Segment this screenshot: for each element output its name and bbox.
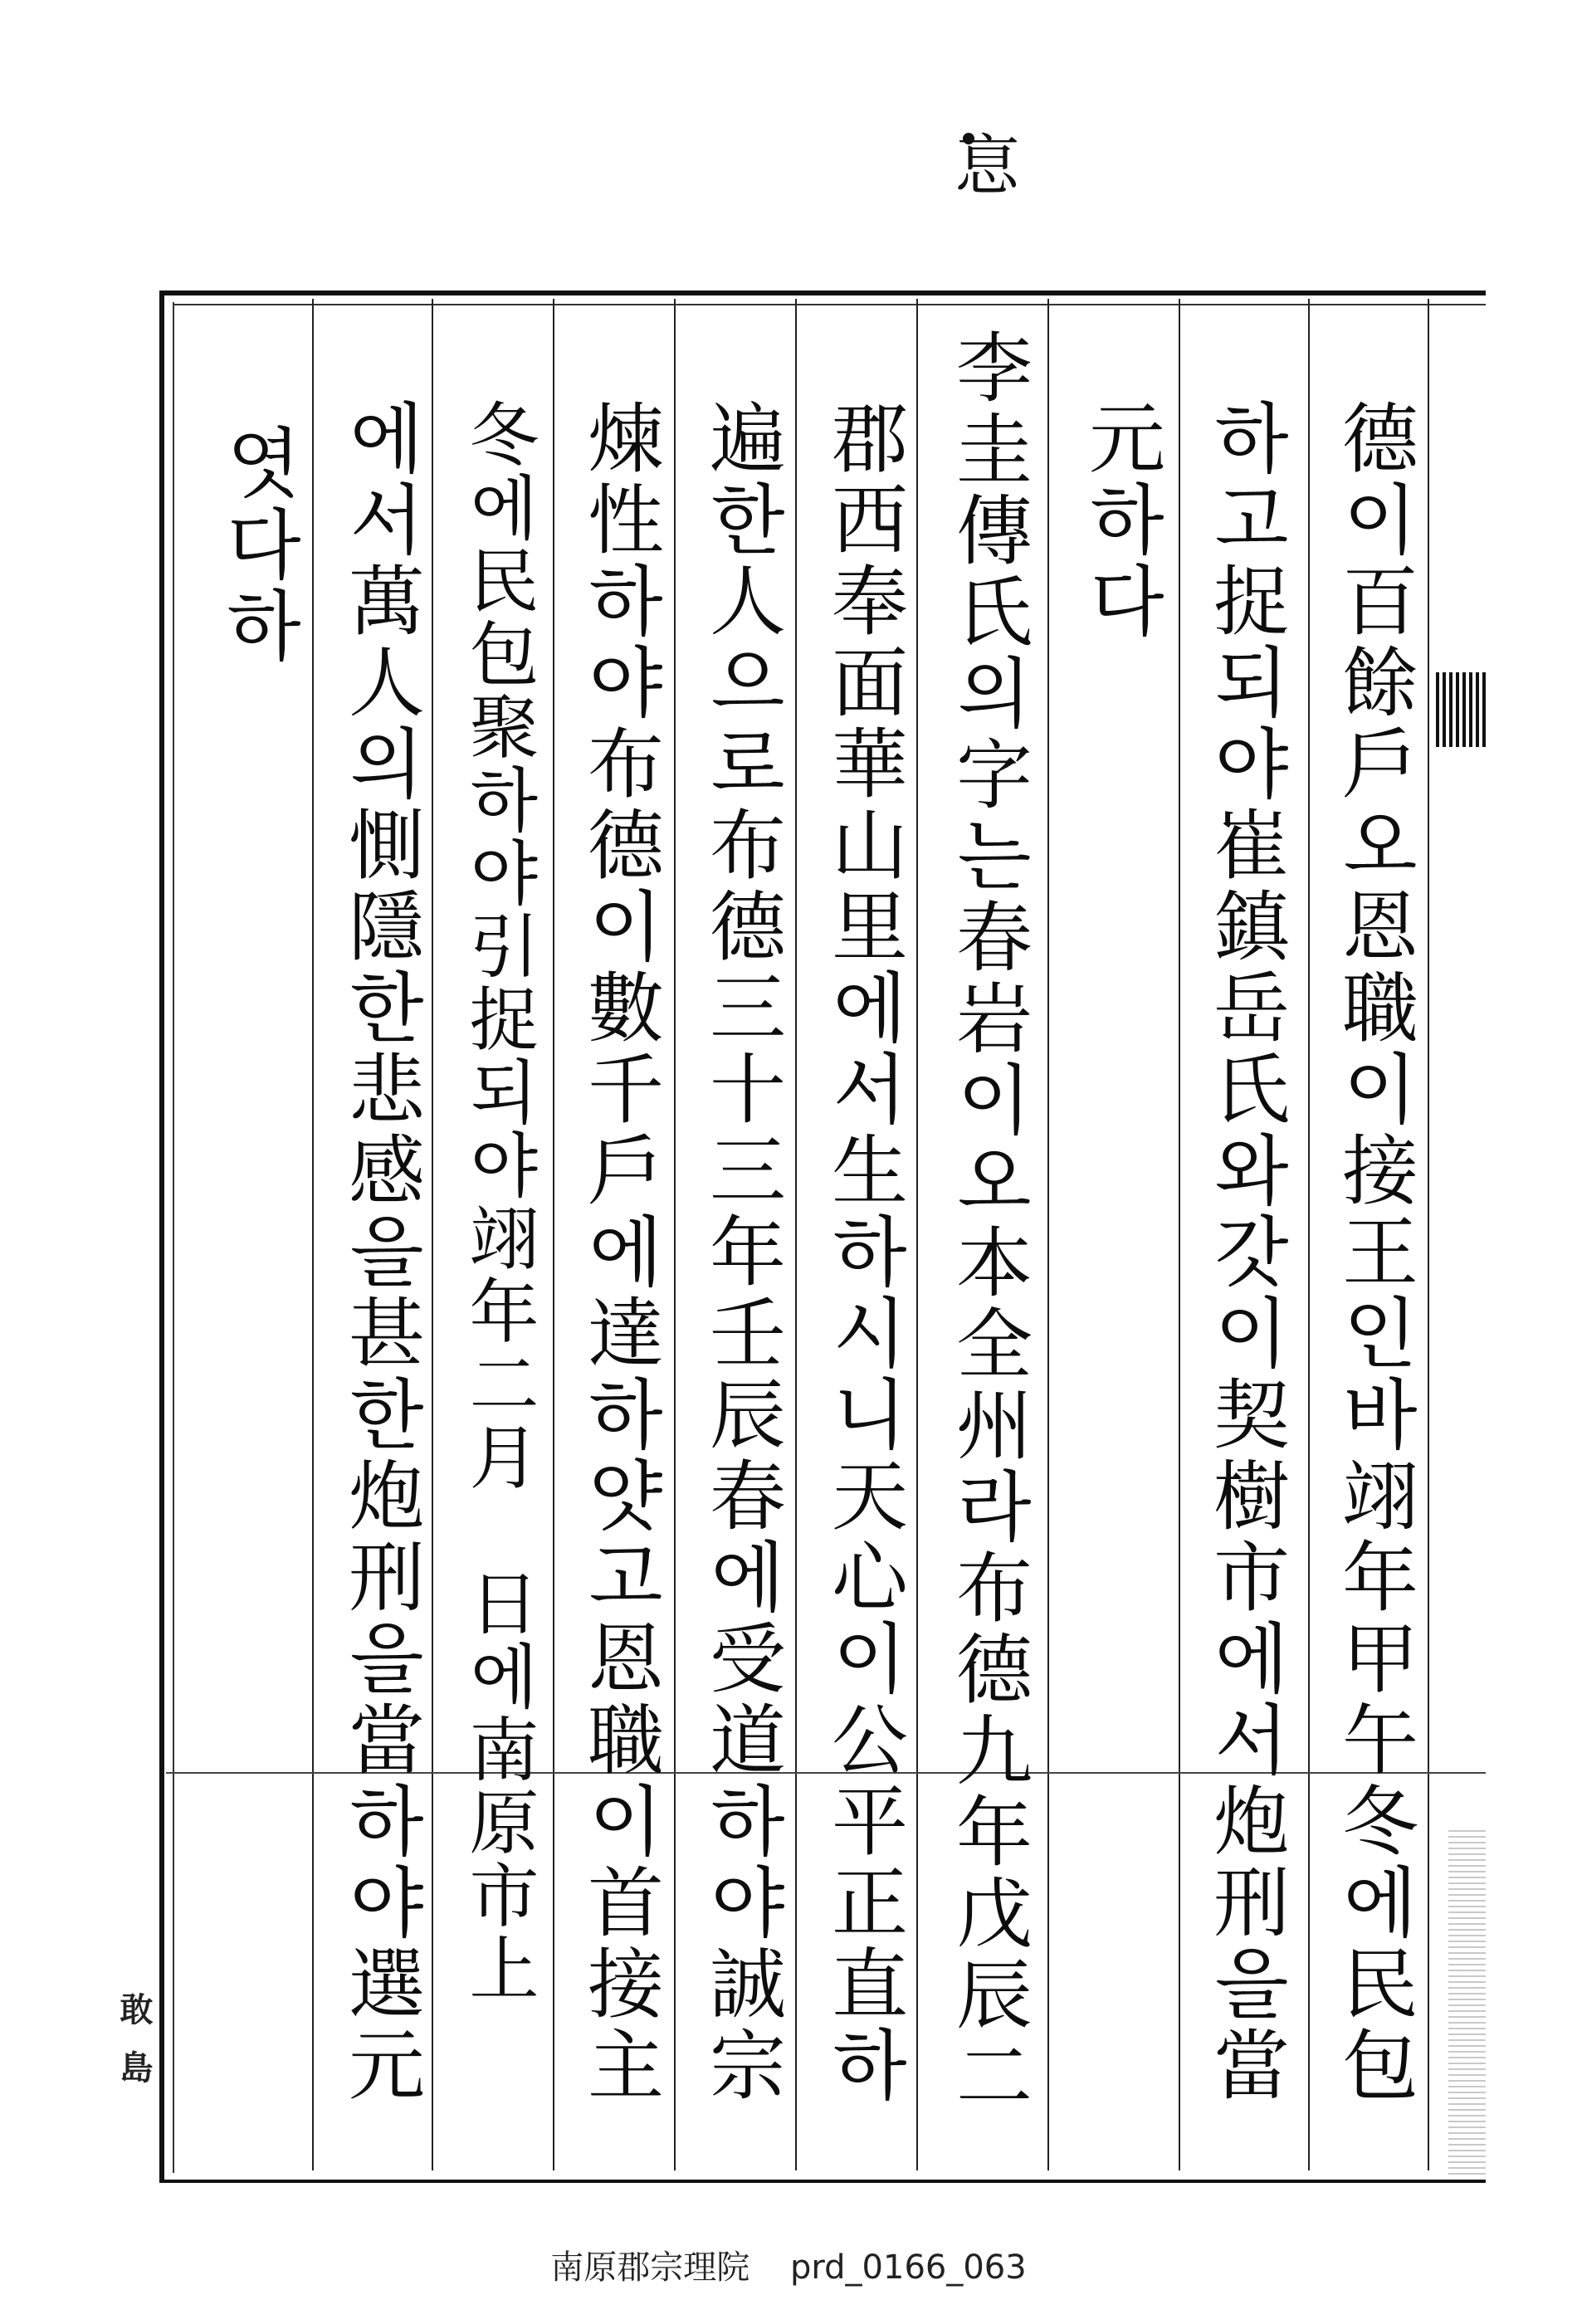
text-column-4: 李圭傳氏의字는春岩이오本全州라布德九年戊辰二 [944,328,1033,2117]
column-rule [553,299,554,2170]
text-column-3: 元하다 [1077,398,1165,642]
text-column-9: 에서萬人의惻隱한悲感을甚한炮刑을當하야選元 [336,398,425,2107]
column-rule [1428,299,1429,2170]
caption-institution: 南原郡宗理院 [550,2248,750,2287]
text-column-7: 煉性하야布德이數千戶에達하얏고恩職이首接主 [575,398,664,2107]
text-column-5: 郡西奉面華山里에서生하시니天心이公平正直하 [819,398,908,2107]
column-rule [1047,299,1049,2170]
column-rule [1179,299,1180,2170]
column-rule [674,299,676,2170]
column-rule [1308,299,1310,2170]
margin-stamp: 敢島 [115,1992,154,2108]
page-header-mark: 恴 [954,127,1021,204]
page-caption [0,2241,1577,2288]
column-rule [432,299,433,2170]
caption-code: prd_0166_063 [790,2248,1027,2287]
column-rule [795,299,797,2170]
text-column-1: 德이百餘戶오恩職이接王인바翊年甲午冬에民包 [1330,398,1418,2107]
text-column-8: 冬에民包聚하야引捉되야翊年二月 日에南原市上 [458,398,540,2005]
column-rule [916,299,918,2170]
column-rule [312,299,314,2170]
scan-speckle [1448,1826,1486,2175]
text-column-2: 하고捉되야崔鎮岳氏와갓이契樹市에서炮刑을當 [1201,398,1290,2107]
text-column-10: 엿다하 [213,423,302,667]
text-column-6: 遍한人으로布德三十三年壬辰春에受道하야誠宗 [697,398,786,2107]
binding-edge-mark [1436,672,1486,747]
